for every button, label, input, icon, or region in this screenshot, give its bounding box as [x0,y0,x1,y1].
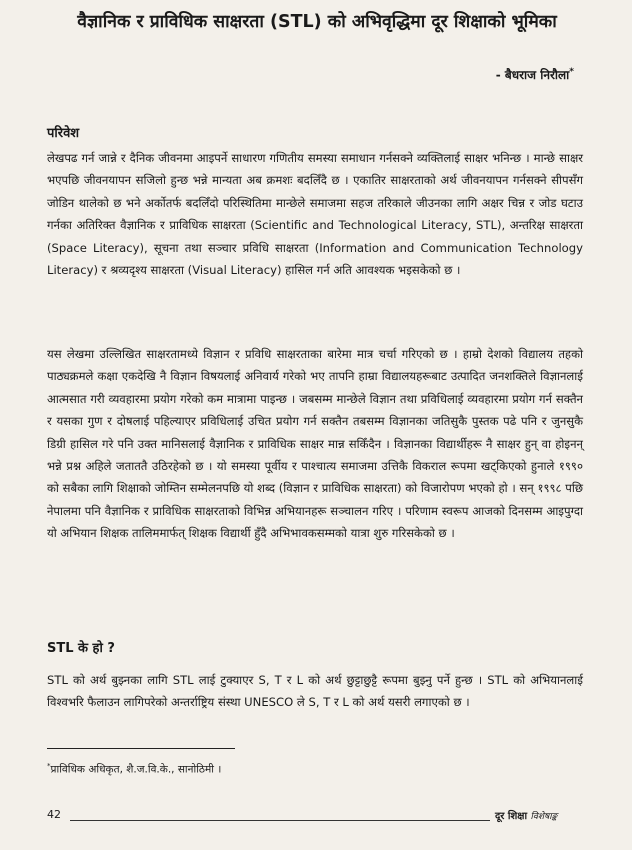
author-byline [496,66,574,83]
footnote-mark: * [47,762,51,770]
footer-rule [70,820,490,821]
paragraph-2: यस लेखमा उल्लिखित साक्षरतामध्ये विज्ञान र प्रविधि साक्षरताका बारेमा मात्र चर्चा गरिएको छ । हाम्रो देशको विद्यालय तहको पाठ्यक्रमले कक्षा एकदेखि नै विज्ञान विषयलाई अनिवार्य गरेको भए तापनि हाम्रा विद्यालयहरूबाट उत्पादित जनशक्तिले विज्ञानलाई आत्मसात गरी व्यवहारमा प्रयोग गरेको कम मात्रामा पाइन्छ । जबसम्म मान्छेले विज्ञान तथा प्रविधिलाई व्यवहारमा प्रयोग गर्न सक्तैन र यसका गुण र दोषलाई पहिल्याएर प्रविधिलाई उचित प्रयोग गर्न सक्तैन तबसम्म विज्ञानका जतिसुकै पुस्तक पढे पनि र जुनसुकै डिग्री हासिल गरे पनि उक्त मानिसलाई वैज्ञानिक र प्राविधिक साक्षर मान्न सकिँदैन । विज्ञानका विद्यार्थीहरू नै साक्षर हुन् वा होइनन् भन्ने प्रश्न अहिले जताततै उठिरहेको छ । यो समस्या पूर्वीय र पाश्चात्य समाजमा उत्तिकै विकराल रूपमा खट्किएको हुनाले १९९० को सबैका लागि शिक्षाको जोम्तिन सम्मेलनपछि यो शब्द (विज्ञान र प्राविधिक साक्षरता) को विजारोपण भएको हो । सन् १९९८ पछि नेपालमा पनि वैज्ञानिक र प्राविधिक साक्षरताको विभिन्न अभियानहरू सञ्चालन गरिए । परिणाम स्वरूप आजको दिनसम्म आइपुग्दा यो अभियान शिक्षक तालिममार्फत् शिक्षक विद्यार्थी हुँदै अभिभावकसम्मको यात्रा शुरु गरिसकेको छ । [47,347,583,541]
footnote-divider [47,748,235,749]
page-number: 42 [47,808,61,821]
journal-issue: विशेषाङ्क [530,812,558,822]
article-title: वैज्ञानिक र प्राविधिक साक्षरता (STL) को अभिवृद्धिमा दूर शिक्षाको भूमिका [77,12,557,32]
author-name: - बैधराज निरौला [495,68,570,82]
paragraph-1: लेखपढ गर्न जान्ने र दैनिक जीवनमा आइपर्ने साधारण गणितीय समस्या समाधान गर्नसक्ने व्यक्तिलाई साक्षर भनिन्छ । मान्छे साक्षर भएपछि जीवनयापन सजिलो हुन्छ भन्ने मान्यता अब क्रमशः बदलिँदै छ । एकातिर साक्षरताको अर्थ जीवनयापन गर्नसक्ने सीपसँग जोडिन थालेको छ भने अर्कोतर्फ बदलिँदो परिस्थितिमा मान्छेले समाजमा सहज तरिकाले जीउनका लागि अक्षर चिन्न र जोड घटाउ गर्नका अतिरिक्त वैज्ञानिक र प्राविधिक साक्षरता (Scientific and Technological Literacy, STL), अन्तरिक्ष साक्षरता (Space Literacy), सूचना तथा सञ्चार प्रविधि साक्षरता (Information and Communication Technology Literacy) र श्रव्यदृश्य साक्षरता (Visual Literacy) हासिल गर्न अति आवश्यक भइसकेको छ । [47,151,583,278]
section-heading-intro: परिवेश [47,126,80,141]
author-footnote-mark: * [569,67,574,77]
footnote-text: प्राविधिक अधिकृत, शै.ज.वि.के., सानोठिमी । [50,763,222,776]
section-heading-stl: STL के हो ? [47,641,115,656]
footnote [47,762,221,777]
journal-name: दूर शिक्षा [495,811,528,822]
footer-journal [495,808,557,822]
paragraph-3: STL को अर्थ बुझ्नका लागि STL लाई टुक्याएर S, T र L को अर्थ छुट्टाछुट्टै रूपमा बुझ्नु पर्ने हुन्छ । STL को अभियानलाई विश्वभरि फैलाउन लागिपरेको अन्तर्राष्ट्रिय संस्था UNESCO ले S, T र L को अर्थ यसरी लगाएको छ । [47,673,583,710]
